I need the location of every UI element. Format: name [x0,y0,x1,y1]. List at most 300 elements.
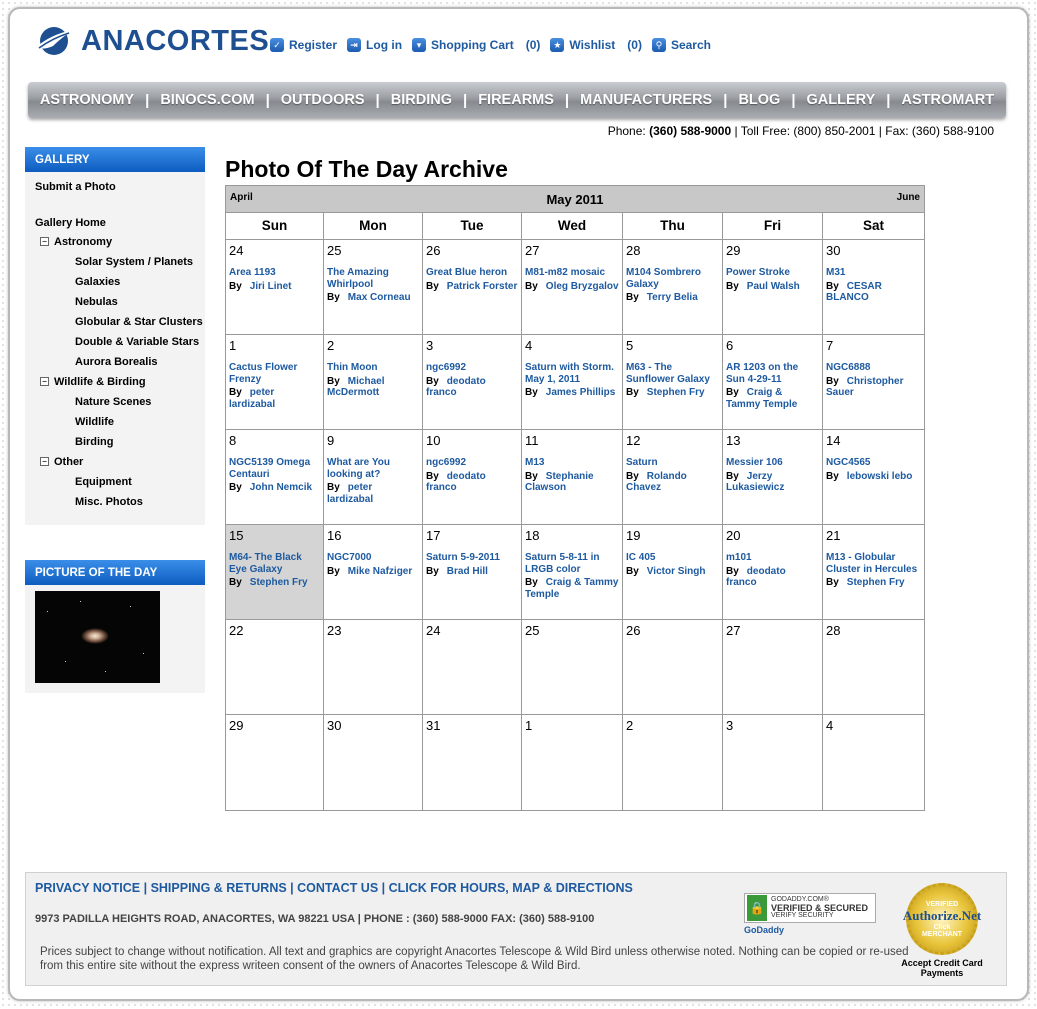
author-link[interactable]: Craig & Tammy Temple [525,577,619,600]
calendar-week [226,525,924,620]
collapse-icon[interactable]: − [40,457,49,466]
photo-title-link[interactable]: m101 [726,552,752,563]
nav-item-birding[interactable]: BIRDING [390,92,452,108]
calendar-day-cell [823,430,924,524]
next-month-link[interactable]: June [896,192,920,203]
day-number: 30 [327,718,342,733]
photo-byline [327,482,419,505]
photo-title-link[interactable]: M13 [525,457,545,468]
phone-rest: | Toll Free: (800) 850-2001 | Fax: (360) 588-9100 [734,124,994,138]
photo-title-link[interactable]: Area 1193 [229,267,276,278]
by-label: By [826,375,839,387]
calendar-day-cell [623,620,723,714]
calendar-header [226,186,924,213]
by-label: By [426,375,439,387]
tree-wildlife-label: Wildlife & Birding [54,376,146,388]
photo-title-link[interactable]: Great Blue heron [426,267,508,278]
main-nav [28,82,1006,118]
day-number: 20 [726,528,741,543]
toplink-label: Log in [366,38,403,52]
by-label: By [229,387,242,398]
photo-title-link[interactable]: ngc6992 [426,457,467,468]
photo-title-link[interactable]: IC 405 [626,552,656,563]
photo-title-link[interactable]: Saturn [626,457,658,468]
photo-title-link[interactable]: NGC4565 [826,457,871,468]
sidebar-subitem[interactable]: Birding [75,436,114,448]
photo-title-link[interactable]: M13 - Globular Cluster in Hercules [826,552,918,575]
nav-separator: | [791,91,796,109]
login-icon: ⇥ [347,38,361,52]
footer-separator: | [378,881,389,895]
photo-title-link[interactable]: M64- The Black Eye Galaxy [229,552,302,575]
photo-byline [626,387,719,399]
day-number: 21 [826,528,841,543]
by-label: By [229,577,242,588]
by-label: By [525,280,538,292]
photo-title-link[interactable]: Power Stroke [726,267,790,278]
toplink-0[interactable] [270,38,337,52]
photo-title-link[interactable]: NGC6888 [826,362,871,373]
nav-item-binocscom[interactable]: BINOCS.COM [160,92,255,108]
photo-title-link[interactable]: The Amazing Whirlpool [327,267,389,290]
nav-item-manufacturers[interactable]: MANUFACTURERS [580,92,713,108]
sidebar-subitem[interactable]: Equipment [75,476,132,488]
calendar-day-cell [423,620,522,714]
photo-title-link[interactable]: What are You looking at? [327,457,390,480]
sidebar-subitem[interactable]: Aurora Borealis [75,356,158,368]
day-number: 26 [426,243,441,258]
photo-title-link[interactable]: M104 Sombrero Galaxy [626,267,702,290]
author-link[interactable]: Craig & Tammy Temple [726,387,798,410]
author-link[interactable]: peter lardizabal [327,482,374,505]
by-label: By [426,565,439,577]
footer-separator: | [140,881,151,895]
toplink-label: Wishlist [569,38,616,52]
photo-byline [826,577,921,589]
calendar-week [226,430,924,525]
sidebar-subitem[interactable]: Globular & Star Clusters [75,316,203,328]
footer-link[interactable]: SHIPPING & RETURNS [150,881,287,895]
author-link[interactable]: Max Corneau [347,292,411,303]
toplink-2[interactable] [412,38,540,52]
photo-byline [525,577,619,600]
sidebar-subitem[interactable]: Nebulas [75,296,118,308]
author-link[interactable]: Jiri Linet [249,280,292,292]
footer-link[interactable]: PRIVACY NOTICE [35,881,141,895]
calendar-day-cell [324,715,423,810]
day-number: 17 [426,528,441,543]
day-number: 19 [626,528,641,543]
by-label: By [626,470,639,482]
sidebar-subitem[interactable]: Solar System / Planets [75,256,193,268]
toplink-label: Shopping Cart [431,38,514,52]
by-label: By [327,292,340,303]
picture-of-the-day [25,560,205,693]
phone-number: (360) 588-9000 [649,124,732,138]
collapse-icon[interactable]: − [40,377,49,386]
photo-byline [327,292,419,304]
calendar-day-cell [723,430,823,524]
tree-wildlife[interactable] [40,376,146,388]
calendar-day-cell [324,430,423,524]
nav-item-astronomy[interactable]: ASTRONOMY [39,92,135,108]
by-label: By [726,387,739,398]
godaddy-badge[interactable] [744,893,876,923]
calendar-week [226,620,924,715]
seal-top: VERIFIED [925,900,959,908]
nav-item-firearms[interactable]: FIREARMS [478,92,554,108]
by-label: By [327,565,340,577]
nav-separator: | [375,91,380,109]
photo-byline [826,376,921,399]
nav-separator: | [723,91,728,109]
photo-title-link[interactable]: M63 - The Sunflower Galaxy [626,362,710,385]
potd-title: PICTURE OF THE DAY [25,560,205,585]
by-label: By [626,387,639,398]
toplink-count: (0) [627,38,642,52]
footer-link[interactable]: CLICK FOR HOURS, MAP & DIRECTIONS [388,881,633,895]
day-number: 12 [626,433,641,448]
day-number: 25 [327,243,342,258]
calendar-day-cell [324,525,423,619]
toplink-label: Register [289,38,338,52]
author-link[interactable]: peter lardizabal [229,387,276,410]
day-number: 6 [726,338,734,353]
top-links [270,38,721,52]
tree-other[interactable] [40,456,83,468]
footer [25,872,1007,986]
toplink-4[interactable] [652,38,711,52]
phone-info [608,124,994,138]
photo-title-link[interactable]: ngc6992 [426,362,467,373]
photo-byline [229,281,320,293]
calendar-day-cell [522,430,623,524]
weekday-thu: Thu [623,213,723,239]
sidebar-subitem[interactable]: Misc. Photos [75,496,143,508]
photo-byline [826,281,921,304]
day-number: 2 [626,718,634,733]
calendar-day-cell [623,525,723,619]
nav-item-outdoors[interactable]: OUTDOORS [280,92,365,108]
day-number: 1 [525,718,533,733]
author-link[interactable]: Paul Walsh [746,280,800,292]
godaddy-sub: VERIFY SECURITY [771,912,834,919]
by-label: By [726,470,739,482]
author-link[interactable]: John Nemcik [249,482,313,493]
authorize-net-seal[interactable] [896,883,988,987]
calendar-day-cell [823,335,924,429]
by-label: By [426,470,439,482]
day-number: 7 [826,338,834,353]
nav-separator: | [462,91,468,109]
sidebar-subitem[interactable]: Galaxies [75,276,121,288]
calendar-day-cell [324,335,423,429]
footer-separator: | [286,881,298,895]
by-label: By [626,292,639,303]
calendar-day-cell [226,430,324,524]
author-link[interactable]: deodato franco [726,565,786,588]
day-number: 27 [525,243,540,258]
by-label: By [826,577,839,588]
photo-byline [525,281,619,293]
calendar-day-cell [623,430,723,524]
day-number: 16 [327,528,342,543]
day-number: 24 [229,243,244,258]
photo-byline [229,387,320,410]
calendar-day-cell [226,715,324,810]
nav-item-blog[interactable]: BLOG [738,92,781,108]
photo-byline [229,482,320,494]
day-number: 28 [626,243,641,258]
tree-astronomy[interactable] [40,236,112,248]
verified-merchant-seal-icon[interactable] [902,883,982,955]
author-link[interactable]: Stephen Fry [846,577,905,588]
sidebar-gallery-title: GALLERY [25,147,205,172]
day-number: 4 [826,718,834,733]
day-number: 15 [229,528,244,543]
author-link[interactable]: Stephen Fry [646,387,705,398]
author-link[interactable]: James Phillips [545,387,616,398]
author-link[interactable]: Jerzy Lukasiewicz [726,470,785,493]
by-label: By [826,470,839,482]
day-number: 24 [426,623,441,638]
day-number: 1 [229,338,237,353]
day-number: 29 [726,243,741,258]
author-link[interactable]: deodato franco [426,470,486,493]
day-number: 8 [229,433,237,448]
author-link[interactable]: Christopher Sauer [826,375,904,398]
calendar-day-cell [823,525,924,619]
current-month: May 2011 [546,192,604,207]
day-number: 23 [327,623,342,638]
photo-byline [426,566,518,578]
photo-byline [426,376,518,399]
submit-photo-link[interactable]: Submit a Photo [35,181,116,193]
toplink-count: (0) [525,38,541,52]
author-link[interactable]: Terry Belia [646,292,698,303]
checkmark-icon: ✓ [270,38,284,52]
by-label: By [525,577,538,588]
nav-separator: | [564,91,570,109]
day-number: 26 [626,623,641,638]
godaddy-name: GoDaddy [744,925,785,935]
calendar-day-cell [623,335,723,429]
footer-address: 9973 PADILLA HEIGHTS ROAD, ANACORTES, WA 98221 USA | PHONE : (360) 588-9000 FAX: (360) 588-9100 [35,913,595,925]
photo-byline [726,387,819,410]
calendar-day-cell [723,335,823,429]
calendar-week [226,240,924,335]
photo-title-link[interactable]: AR 1203 on the Sun 4-29-11 [726,362,799,385]
weekday-mon: Mon [324,213,423,239]
seal-click: Click [933,923,951,931]
day-number: 11 [525,433,539,448]
calendar-grid [226,240,924,810]
godaddy-big: VERIFIED & SECURED [771,903,869,913]
calendar-day-cell [423,335,522,429]
by-label: By [726,280,739,292]
photo-byline [726,281,819,293]
photo-byline [426,471,518,494]
day-number: 13 [726,433,741,448]
nav-separator: | [265,91,270,109]
weekday-header [226,213,924,240]
calendar-day-cell [723,620,823,714]
author-link[interactable]: Michael McDermott [327,375,385,398]
calendar-day-cell [226,525,324,619]
by-label: By [327,375,340,387]
photo-title-link[interactable]: NGC5139 Omega Centauri [229,457,311,480]
calendar-day-cell [324,240,423,334]
calendar-day-cell [723,525,823,619]
photo-title-link[interactable]: NGC7000 [327,552,372,563]
calendar-day-cell [522,240,623,334]
godaddy-small: GODADDY.COM® [771,896,829,903]
potd-galaxy-image[interactable] [35,591,160,683]
calendar-day-cell [423,430,522,524]
day-number: 29 [229,718,244,733]
calendar-day-cell [226,620,324,714]
calendar-day-cell [324,620,423,714]
photo-title-link[interactable]: Messier 106 [726,457,783,468]
photo-title-link[interactable]: Thin Moon [327,362,378,373]
toplink-1[interactable] [347,38,402,52]
day-number: 14 [826,433,841,448]
author-link[interactable]: lebowski lebo [846,470,913,482]
photo-title-link[interactable]: Cactus Flower Frenzy [229,362,298,385]
toplink-3[interactable] [550,38,642,52]
seal-bottom: MERCHANT [921,930,963,938]
day-number: 9 [327,433,335,448]
calendar [225,185,925,811]
day-number: 3 [726,718,734,733]
day-number: 22 [229,623,244,638]
brand-name: ANACORTES [81,24,270,57]
tree-other-label: Other [54,456,84,468]
photo-byline [525,387,619,399]
footer-link[interactable]: CONTACT US [297,881,379,895]
site-logo[interactable] [33,24,269,58]
calendar-day-cell [423,525,522,619]
by-label: By [229,280,242,292]
calendar-week [226,715,924,810]
godaddy-text [771,896,868,920]
godaddy-seal[interactable] [744,893,879,935]
by-label: By [726,565,739,577]
calendar-day-cell [823,620,924,714]
footer-links [35,881,633,895]
phone-label: Phone: [607,124,646,138]
calendar-day-cell [723,240,823,334]
bird-logo-icon [33,24,75,58]
calendar-week [226,335,924,430]
calendar-day-cell [423,715,522,810]
sidebar-subitem[interactable]: Nature Scenes [75,396,152,408]
cart-icon: ▾ [412,38,426,52]
author-link[interactable]: Stephanie Clawson [525,470,594,493]
page-title: Photo Of The Day Archive [225,156,508,182]
calendar-day-cell [623,715,723,810]
photo-byline [726,566,819,589]
photo-title-link[interactable]: M31 [826,267,846,278]
calendar-day-cell [226,335,324,429]
photo-byline [426,281,518,293]
nav-item-gallery[interactable]: GALLERY [806,92,876,108]
author-link[interactable]: Mike Nafziger [347,565,413,577]
author-link[interactable]: Oleg Bryzgalov [545,280,619,292]
by-label: By [426,280,439,292]
by-label: By [327,482,340,493]
photo-byline [327,566,419,578]
author-link[interactable]: Brad Hill [446,565,488,577]
tree-astronomy-label: Astronomy [54,236,113,248]
calendar-day-cell [723,715,823,810]
lock-icon: 🔒 [747,895,767,921]
seal-name: Authorize.Net [902,907,982,923]
search-icon: ⚲ [652,38,666,52]
photo-byline [626,566,719,578]
gallery-home-link[interactable]: Gallery Home [35,217,106,229]
weekday-tue: Tue [423,213,522,239]
by-label: By [826,280,839,292]
photo-title-link[interactable]: Saturn 5-9-2011 [426,552,500,563]
sidebar-subitem[interactable]: Double & Variable Stars [75,336,200,348]
day-number: 28 [826,623,841,638]
calendar-day-cell [623,240,723,334]
day-number: 10 [426,433,441,448]
nav-item-astromart[interactable]: ASTROMART [901,92,995,108]
weekday-wed: Wed [522,213,623,239]
photo-title-link[interactable]: Saturn with Storm. May 1, 2011 [525,362,614,385]
star-icon: ★ [550,38,564,52]
calendar-day-cell [823,715,924,810]
day-number: 18 [525,528,540,543]
author-link[interactable]: Rolando Chavez [626,470,687,493]
photo-byline [525,471,619,494]
weekday-fri: Fri [723,213,823,239]
author-link[interactable]: Victor Singh [646,565,706,577]
photo-byline [229,577,320,589]
author-link[interactable]: deodato franco [426,375,486,398]
calendar-day-cell [522,715,623,810]
calendar-day-cell [823,240,924,334]
nav-separator: | [145,91,150,109]
author-link[interactable]: CESAR BLANCO [826,280,882,303]
by-label: By [229,482,242,493]
day-number: 31 [426,718,441,733]
author-link[interactable]: Stephen Fry [249,577,308,588]
sidebar-gallery [25,147,205,525]
calendar-day-cell [226,240,324,334]
prev-month-link[interactable]: April [230,192,253,203]
by-label: By [525,387,538,398]
calendar-day-cell [522,525,623,619]
sidebar-subitem[interactable]: Wildlife [75,416,115,428]
author-link[interactable]: Patrick Forster [446,280,518,292]
day-number: 3 [426,338,434,353]
seal-caption: Accept Credit Card Payments [901,958,983,978]
day-number: 30 [826,243,841,258]
photo-byline [826,471,921,483]
weekday-sat: Sat [862,218,884,233]
collapse-icon[interactable]: − [40,237,49,246]
day-number: 2 [327,338,335,353]
photo-title-link[interactable]: M81-m82 mosaic [525,267,606,278]
photo-title-link[interactable]: Saturn 5-8-11 in LRGB color [525,552,600,575]
calendar-day-cell [522,335,623,429]
day-number: 5 [626,338,634,353]
photo-byline [726,471,819,494]
photo-byline [327,376,419,399]
